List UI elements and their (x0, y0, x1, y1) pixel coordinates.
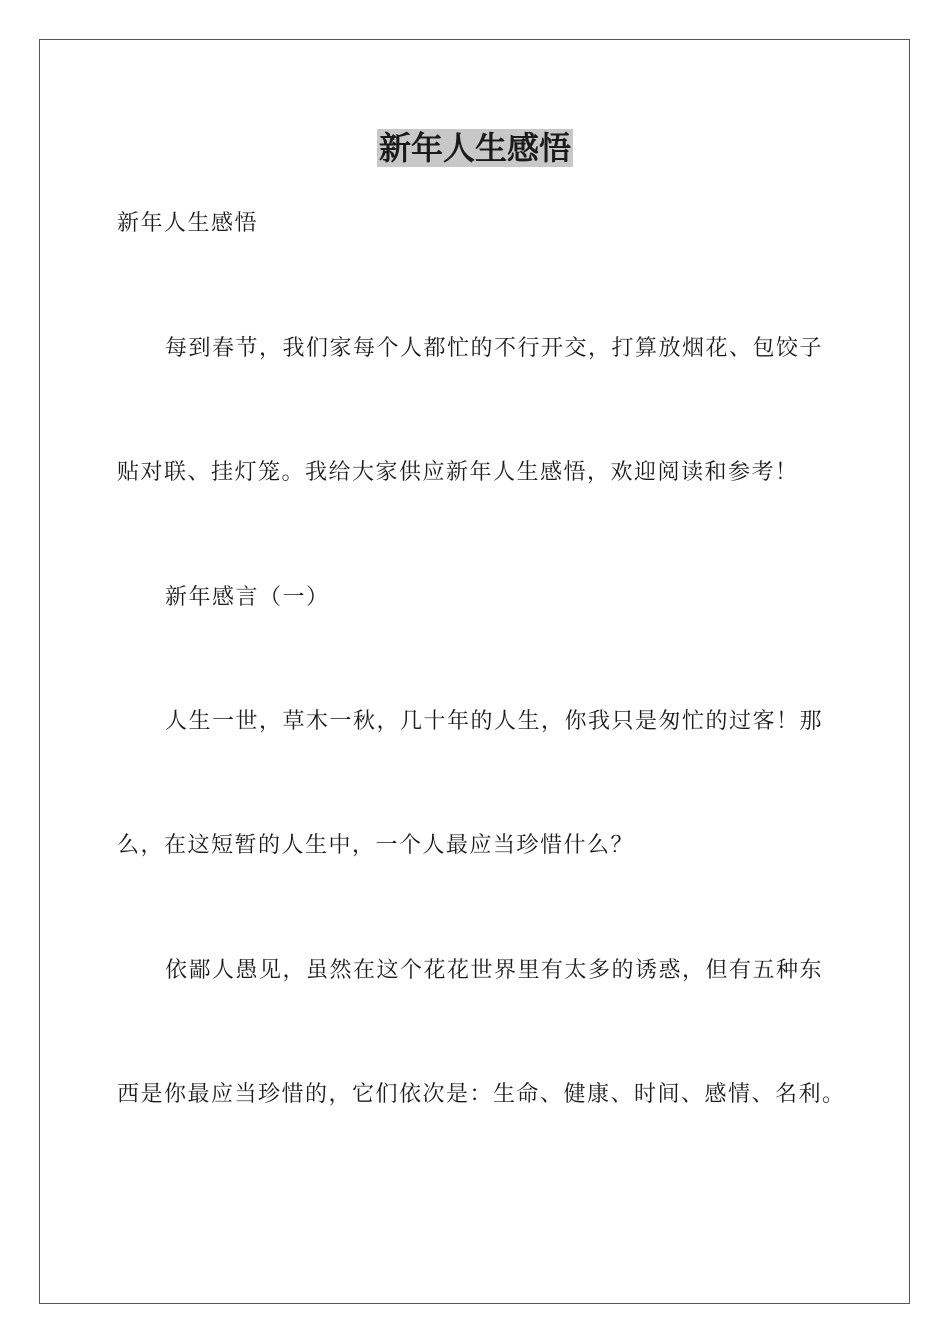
paragraph-line: 人生一世，草木一秋，几十年的人生，你我只是匆忙的过客！那 (165, 709, 824, 734)
section-heading: 新年感言（一） (165, 585, 330, 610)
paragraph-line: 么，在这短暂的人生中，一个人最应当珍惜什么？ (117, 833, 635, 858)
paragraph-line: 西是你最应当珍惜的，它们依次是：生命、健康、时间、感情、名利。 (117, 1082, 846, 1107)
subtitle-line: 新年人生感悟 (117, 211, 259, 236)
document-title (0, 126, 950, 170)
paragraph-line: 贴对联、挂灯笼。我给大家供应新年人生感悟，欢迎阅读和参考！ (117, 460, 799, 485)
paragraph-line: 每到春节，我们家每个人都忙的不行开交，打算放烟花、包饺子 (165, 336, 824, 361)
paragraph-line: 依鄙人愚见，虽然在这个花花世界里有太多的诱惑，但有五种东 (165, 958, 824, 983)
document-title-text: 新年人生感悟 (378, 129, 571, 167)
